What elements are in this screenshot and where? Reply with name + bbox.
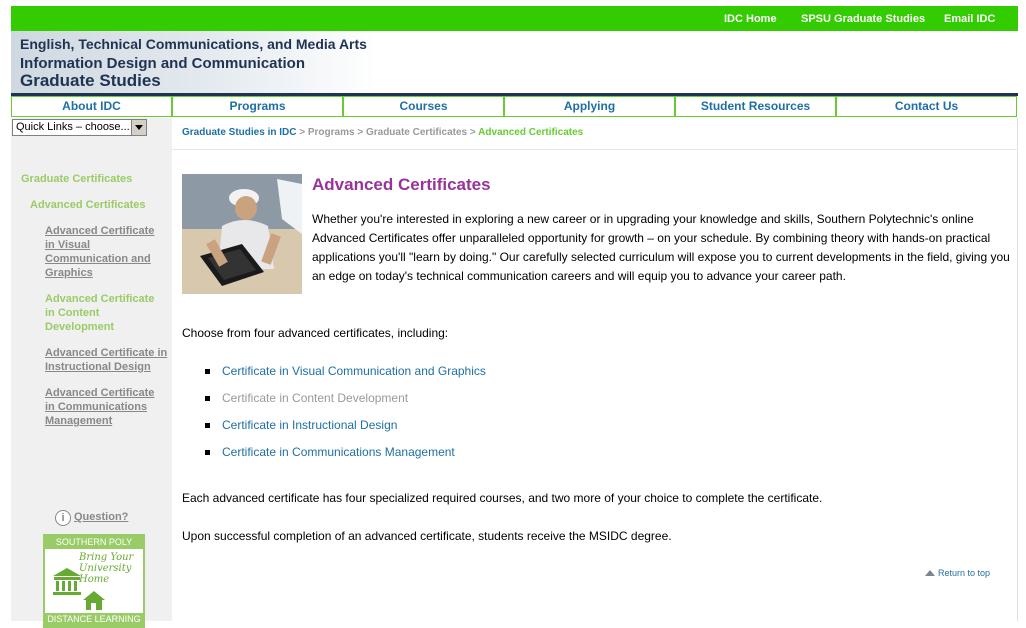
logo-top-text: SOUTHERN POLY <box>45 536 143 549</box>
cert-communications-management-link[interactable]: Certificate in Communications Management <box>222 445 455 459</box>
quick-links-select[interactable] <box>12 119 147 136</box>
intro-paragraph: Whether you're interested in exploring a new career or in upgrading your knowledge and skills, Southern Polytechnic's online Advanced Certificates offer unparalleled opportunity for growth – on your schedule. By combining theory with hands-on practical applications you'll "learn by doing." Our carefully selected curriculum will expose you to current developments in the field, giving you an edge on today's technical communication careers and will equip you to advance your career path. <box>312 212 1010 283</box>
nav-courses[interactable]: Courses <box>343 96 504 117</box>
info-icon: i <box>55 510 71 526</box>
logo-bottom-text: DISTANCE LEARNING <box>45 613 143 626</box>
quick-links-value: Quick Links – choose... <box>16 121 130 133</box>
cert-instructional-design-link[interactable]: Certificate in Instructional Design <box>222 418 398 432</box>
degree-text: Upon successful completion of an advanced certificate, students receive the MSIDC degree. <box>182 529 672 543</box>
breadcrumb <box>182 127 583 138</box>
banner-program: Information Design and Communication <box>20 55 306 72</box>
breadcrumb-programs[interactable]: Programs <box>307 127 355 138</box>
cert-content-development-link[interactable]: Certificate in Content Development <box>222 391 409 405</box>
sidebar-item-instructional-design[interactable]: Advanced Certificate in Instructional Design <box>45 347 168 373</box>
student-illustration <box>182 174 302 294</box>
return-to-top-label[interactable]: Return to top <box>938 568 991 578</box>
nav-student-resources[interactable]: Student Resources <box>675 96 836 117</box>
bullet-icon <box>205 396 210 401</box>
breadcrumb-divider <box>172 149 1018 150</box>
banner-department: English, Technical Communications, and Media Arts <box>20 36 367 52</box>
top-bar <box>11 6 1018 31</box>
page-title: Advanced Certificates <box>312 175 491 194</box>
nav-programs[interactable]: Programs <box>172 96 343 117</box>
site-banner <box>11 31 1018 93</box>
main-nav <box>11 96 1018 117</box>
spsu-graduate-studies-link[interactable]: SPSU Graduate Studies <box>801 13 926 25</box>
sidebar-item-visual-communication[interactable]: Advanced Certificate in Visual Communication and Graphics <box>45 225 155 279</box>
sidebar-item-communications-management[interactable]: Advanced Certificate in Communications Management <box>45 387 155 427</box>
idc-home-link[interactable]: IDC Home <box>724 13 777 25</box>
sidebar-item-content-development[interactable]: Advanced Certificate in Content Development <box>45 293 155 333</box>
breadcrumb-separator: > <box>299 127 306 138</box>
cert-visual-communication-link[interactable]: Certificate in Visual Communication and Graphics <box>222 364 486 378</box>
bullet-icon <box>205 450 210 455</box>
choose-text: Choose from four advanced certificates, including: <box>182 326 449 340</box>
question-link[interactable]: Question? <box>74 511 129 523</box>
breadcrumb-separator: > <box>469 127 476 138</box>
distance-learning-logo[interactable] <box>43 534 145 628</box>
breadcrumb-home[interactable]: Graduate Studies in IDC <box>182 127 297 138</box>
nav-applying[interactable]: Applying <box>504 96 675 117</box>
breadcrumb-current: Advanced Certificates <box>478 127 584 138</box>
content-right-border <box>1017 118 1018 621</box>
courses-text: Each advanced certificate has four specialized required courses, and two more of your choice to complete the certificate. <box>182 491 823 505</box>
left-sidebar <box>11 118 172 624</box>
breadcrumb-graduate-certificates[interactable]: Graduate Certificates <box>365 127 468 138</box>
logo-script-text: Bring Your University Home <box>79 552 134 585</box>
breadcrumb-separator: > <box>357 127 364 138</box>
email-idc-link[interactable]: Email IDC <box>944 13 996 25</box>
sidebar-item-advanced-certificates[interactable]: Advanced Certificates <box>30 199 146 211</box>
bullet-icon <box>205 369 210 374</box>
banner-graduate-studies: Graduate Studies <box>20 71 161 90</box>
nav-contact-us[interactable]: Contact Us <box>836 96 1017 117</box>
student-laptop-photo <box>182 174 302 294</box>
bullet-icon <box>205 423 210 428</box>
dropdown-arrow-icon[interactable] <box>131 120 146 135</box>
sidebar-item-graduate-certificates[interactable]: Graduate Certificates <box>21 173 133 185</box>
up-arrow-icon <box>925 570 935 576</box>
return-to-top[interactable] <box>925 568 990 578</box>
nav-about-idc[interactable]: About IDC <box>11 96 172 117</box>
